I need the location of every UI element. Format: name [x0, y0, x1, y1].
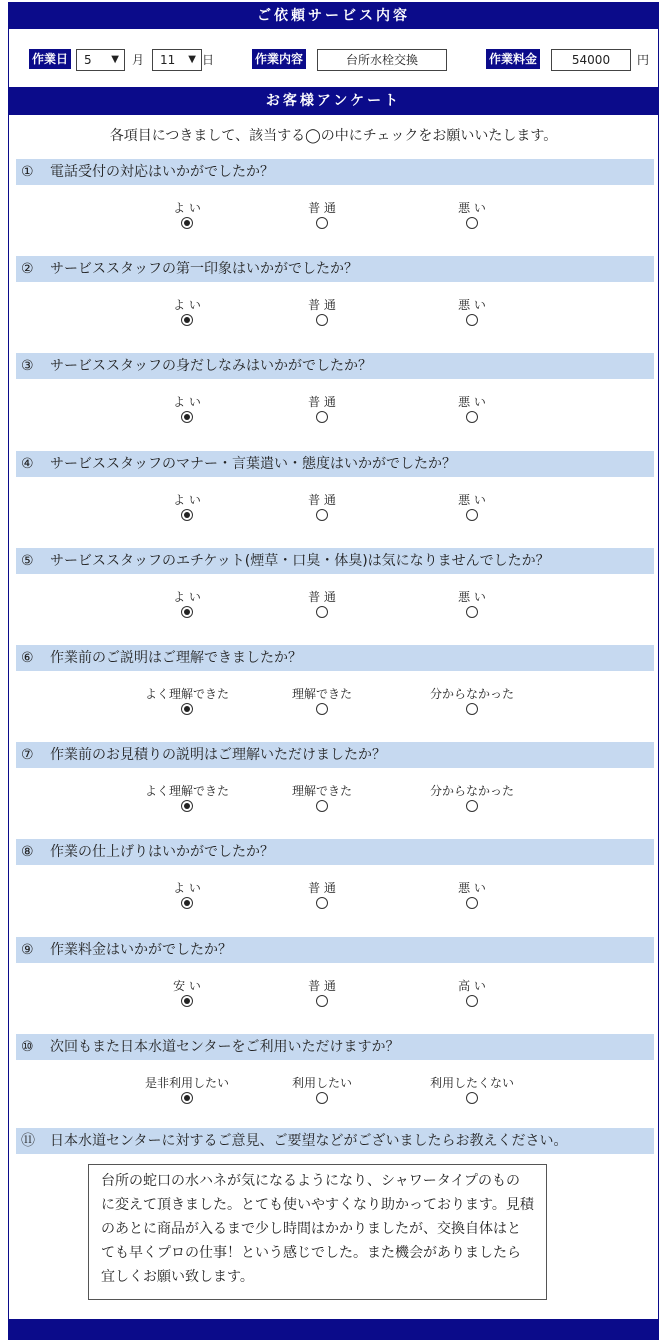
answer-option-5-2[interactable] [262, 588, 382, 618]
option-label: 分からなかった [429, 784, 514, 798]
answer-option-2-3[interactable] [412, 296, 532, 326]
answer-option-6-1[interactable] [127, 685, 247, 715]
radio-button[interactable] [466, 703, 478, 715]
answer-option-1-2[interactable] [262, 199, 382, 229]
question-number: ④ [21, 456, 34, 472]
month-value: 5 [84, 53, 92, 67]
option-label: よ い [173, 201, 201, 215]
answer-option-3-2[interactable] [262, 393, 382, 423]
answer-option-8-1[interactable] [127, 879, 247, 909]
answer-option-1-1[interactable] [127, 199, 247, 229]
answer-option-3-1[interactable] [127, 393, 247, 423]
service-header: ご依頼サービス内容 [9, 3, 658, 29]
option-label: 理解できた [291, 687, 352, 701]
answer-option-3-3[interactable] [412, 393, 532, 423]
answer-option-5-3[interactable] [412, 588, 532, 618]
option-label: よ い [173, 590, 201, 604]
radio-button[interactable] [181, 509, 193, 521]
radio-button[interactable] [181, 314, 193, 326]
question-number: ⑦ [21, 747, 34, 763]
day-unit: 日 [202, 53, 215, 67]
answer-option-6-2[interactable] [262, 685, 382, 715]
radio-button[interactable] [466, 314, 478, 326]
radio-button[interactable] [181, 703, 193, 715]
question-number: ⑧ [21, 844, 34, 860]
answer-option-10-3[interactable] [412, 1074, 532, 1104]
answer-option-7-1[interactable] [127, 782, 247, 812]
option-label: 悪 い [458, 493, 486, 507]
answer-option-4-3[interactable] [412, 491, 532, 521]
footer-bar [9, 1319, 658, 1339]
option-label: よく理解できた [144, 784, 229, 798]
question-header-10 [16, 1034, 654, 1060]
question-header-11 [16, 1128, 654, 1154]
option-label: 分からなかった [429, 687, 514, 701]
answer-option-2-1[interactable] [127, 296, 247, 326]
answer-option-2-2[interactable] [262, 296, 382, 326]
radio-button[interactable] [466, 897, 478, 909]
question-number: ⑨ [21, 942, 34, 958]
radio-button[interactable] [466, 1092, 478, 1104]
question-text: 次回もまた日本水道センターをご利用いただけますか？ [50, 1039, 400, 1055]
question-header-4 [16, 451, 654, 477]
question-number: ① [21, 164, 34, 180]
question-number: ⑤ [21, 553, 34, 569]
option-label: 悪 い [458, 201, 486, 215]
radio-button[interactable] [466, 509, 478, 521]
radio-button[interactable] [316, 217, 328, 229]
radio-button[interactable] [316, 800, 328, 812]
work-content-field[interactable]: 台所水栓交換 [317, 49, 447, 71]
survey-header: お客様アンケート [9, 87, 658, 115]
option-label: 普 通 [308, 201, 336, 215]
answer-option-4-2[interactable] [262, 491, 382, 521]
radio-button[interactable] [316, 314, 328, 326]
answer-option-7-3[interactable] [412, 782, 532, 812]
question-text: サービススタッフのエチケット(煙草・口臭・体臭)は気になりませんでしたか？ [50, 553, 550, 569]
radio-button[interactable] [316, 897, 328, 909]
option-label: 利用したくない [429, 1076, 514, 1090]
answer-option-9-1[interactable] [127, 977, 247, 1007]
answer-option-5-1[interactable] [127, 588, 247, 618]
option-label: 普 通 [308, 881, 336, 895]
service-details-row [9, 45, 658, 73]
question-number: ⑩ [21, 1039, 34, 1055]
option-label: 普 通 [308, 298, 336, 312]
question-text: 作業前のお見積りの説明はご理解いただけましたか？ [50, 747, 386, 763]
radio-button[interactable] [181, 1092, 193, 1104]
question-header-1 [16, 159, 654, 185]
answer-option-7-2[interactable] [262, 782, 382, 812]
option-label: 悪 い [458, 590, 486, 604]
option-label: 是非利用したい [144, 1076, 229, 1090]
option-label: 安 い [173, 979, 201, 993]
radio-button[interactable] [316, 995, 328, 1007]
question-header-2 [16, 256, 654, 282]
radio-button[interactable] [316, 606, 328, 618]
option-label: 普 通 [308, 979, 336, 993]
option-label: 悪 い [458, 395, 486, 409]
question-text: 作業の仕上げりはいかがでしたか？ [50, 844, 274, 860]
radio-button[interactable] [466, 800, 478, 812]
option-label: 利用したい [291, 1076, 352, 1090]
month-select[interactable] [76, 49, 125, 71]
radio-button[interactable] [466, 217, 478, 229]
answer-option-6-3[interactable] [412, 685, 532, 715]
option-label: 普 通 [308, 395, 336, 409]
chevron-down-icon: ▼ [188, 54, 196, 65]
question-number: ③ [21, 358, 34, 374]
month-unit: 月 [132, 53, 145, 67]
radio-button[interactable] [181, 411, 193, 423]
fee-unit: 円 [637, 53, 650, 67]
answer-option-9-2[interactable] [262, 977, 382, 1007]
question-header-6 [16, 645, 654, 671]
question-header-8 [16, 839, 654, 865]
radio-button[interactable] [181, 217, 193, 229]
answer-option-8-2[interactable] [262, 879, 382, 909]
answer-option-10-2[interactable] [262, 1074, 382, 1104]
radio-button[interactable] [316, 509, 328, 521]
question-header-9 [16, 937, 654, 963]
survey-instructions: 各項目につきまして、該当する◯の中にチェックをお願いいたします。 [109, 128, 558, 144]
option-label: 普 通 [308, 590, 336, 604]
option-label: 高 い [458, 979, 486, 993]
work-date-label: 作業日 [29, 49, 71, 69]
question-text: サービススタッフのマナー・言葉遣い・態度はいかがでしたか？ [50, 456, 456, 472]
question-text: サービススタッフの第一印象はいかがでしたか？ [50, 261, 358, 277]
option-label: 悪 い [458, 881, 486, 895]
option-label: 普 通 [308, 493, 336, 507]
radio-button[interactable] [181, 800, 193, 812]
option-label: よ い [173, 881, 201, 895]
comment-box[interactable]: 台所の蛇口の水ハネが気になるようになり、シャワータイプのものに変えて頂きました。とても使いやすくなり助かっております。見積のあとに商品が入るまで少し時間はかかりましたが、交換自体はとても早くプロの仕事！という感じでした。また機会がありましたら宜しくお願い致します。 [88, 1164, 547, 1300]
answer-option-8-3[interactable] [412, 879, 532, 909]
option-label: 悪 い [458, 298, 486, 312]
question-text: サービススタッフの身だしなみはいかがでしたか？ [50, 358, 372, 374]
radio-button[interactable] [466, 411, 478, 423]
answer-option-10-1[interactable] [127, 1074, 247, 1104]
radio-button[interactable] [466, 995, 478, 1007]
question-number: ⑥ [21, 650, 34, 666]
radio-button[interactable] [181, 606, 193, 618]
radio-button[interactable] [316, 1092, 328, 1104]
work-content-label: 作業内容 [252, 49, 306, 69]
day-value: 11 [160, 53, 176, 67]
survey-form [8, 2, 659, 1340]
answer-option-1-3[interactable] [412, 199, 532, 229]
question-text: 作業料金はいかがでしたか？ [50, 942, 232, 958]
radio-button[interactable] [466, 606, 478, 618]
work-fee-label: 作業料金 [486, 49, 540, 69]
question-header-5 [16, 548, 654, 574]
day-select[interactable] [152, 49, 202, 71]
work-fee-field[interactable]: 54000 [551, 49, 631, 71]
question-text: 作業前のご説明はご理解できましたか？ [50, 650, 302, 666]
answer-option-9-3[interactable] [412, 977, 532, 1007]
question-number: ② [21, 261, 34, 277]
question-text: 日本水道センターに対するご意見、ご要望などがございましたらお教えください。 [50, 1133, 568, 1149]
option-label: よ い [173, 298, 201, 312]
option-label: よ い [173, 493, 201, 507]
option-label: よく理解できた [144, 687, 229, 701]
radio-button[interactable] [181, 897, 193, 909]
question-header-7 [16, 742, 654, 768]
radio-button[interactable] [316, 411, 328, 423]
option-label: 理解できた [291, 784, 352, 798]
radio-button[interactable] [316, 703, 328, 715]
option-label: よ い [173, 395, 201, 409]
chevron-down-icon: ▼ [111, 54, 119, 65]
question-number: ⑪ [21, 1133, 35, 1149]
question-header-3 [16, 353, 654, 379]
question-text: 電話受付の対応はいかがでしたか？ [50, 164, 274, 180]
answer-option-4-1[interactable] [127, 491, 247, 521]
radio-button[interactable] [181, 995, 193, 1007]
